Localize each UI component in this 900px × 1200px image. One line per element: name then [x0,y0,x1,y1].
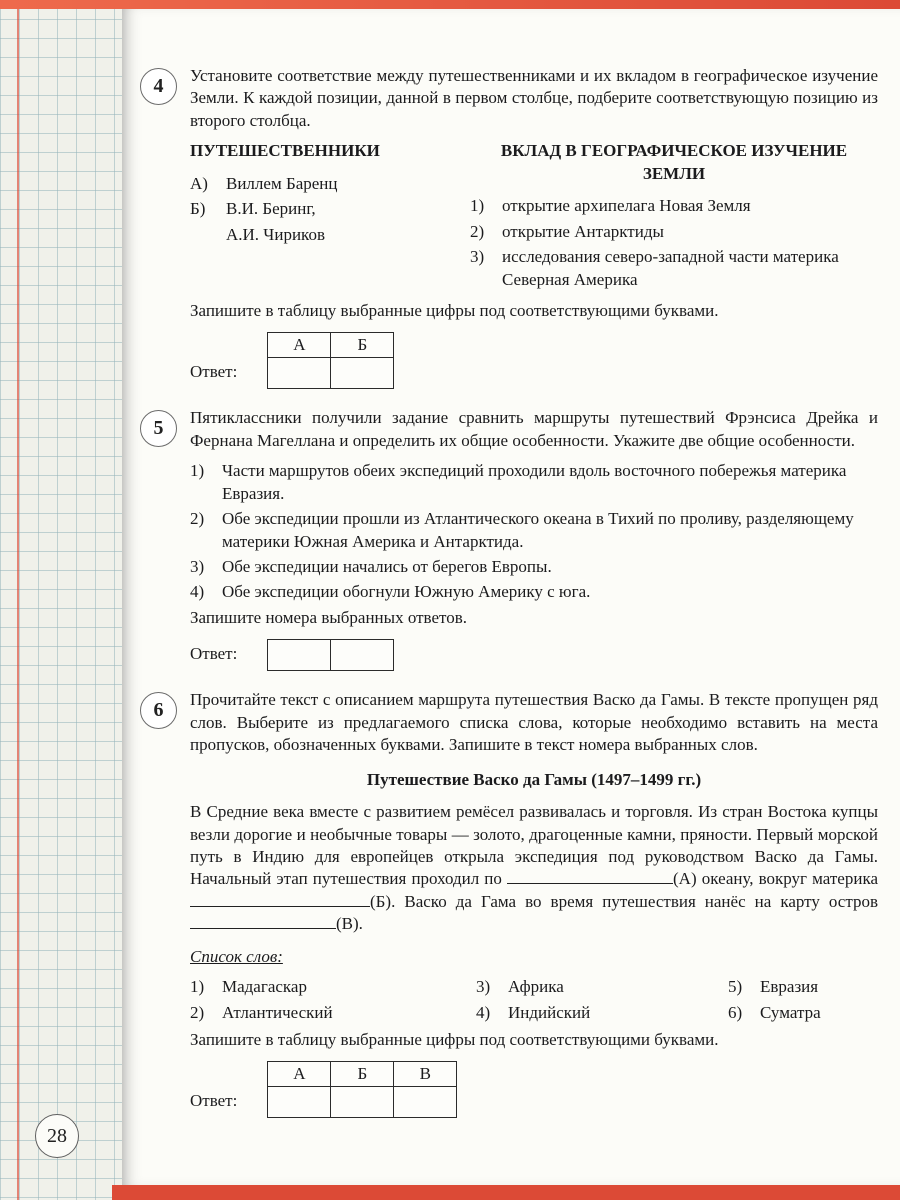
question-4-body [190,65,878,389]
answer-header-b: Б [331,333,394,358]
answer-table-q6 [267,1061,457,1118]
list-item: А) Виллем Баренц [190,173,338,193]
question-4-number: 4 [140,68,177,105]
answer-table-q4 [267,332,394,389]
gap-label-c: (В). [336,914,363,934]
list-item: 1) открытие архипелага Новая Земля [470,196,751,216]
contributions-header: ВКЛАД В ГЕОГРАФИЧЕСКОЕ ИЗУЧЕНИЕ ЗЕМЛИ [500,141,848,183]
answer-cell-2[interactable] [331,640,394,671]
answer-header-b: Б [331,1062,394,1087]
gap-label-a: (А) [673,869,697,889]
word-list-label: Список слов: [190,946,283,966]
answer-header-a: А [268,333,331,358]
list-item: Б) В.И. Беринг, [190,199,316,219]
question-6-instruction: Запишите в таблицу выбранные цифры под соответствующими буквами. [190,1030,719,1049]
question-4-number-column [134,65,190,389]
top-red-edge [0,0,900,9]
question-5 [134,407,878,671]
list-item: А.И. Чириков [226,224,325,244]
question-6-number: 6 [140,692,177,729]
contributions-column [458,140,878,294]
answer-header-a: А [268,1062,331,1087]
gap-blank-c [190,914,336,929]
word-item: 3) Африка [476,977,564,997]
word-list [190,976,878,1027]
word-column-2 [476,976,728,1027]
word-item: 5) Евразия [728,977,819,997]
question-4-answer [190,332,878,389]
answer-label: Ответ: [190,643,238,663]
answer-cell-a[interactable] [268,1087,331,1118]
matching-columns [190,140,878,294]
word-item: 2) Атлантический [190,1002,333,1022]
word-item: 6) Суматра [728,1002,821,1022]
word-column-3 [728,976,878,1027]
gap-text: В Средние века вместе с развитием ремёсел развивалась и торговля. Из стран Востока купцы везли дорогие и необычные товары — золото, драгоценные камни, пряности. Первый морской путь в Индию для европейцев открыла экспедиция под руководством Васко да Гамы. Начальный этап путешествия проходил по (А) океану, вокруг материка (Б). Васко да Гама во время путешествия нанёс на карту остров (В). [190,802,879,934]
question-5-intro: Пятиклассники получили задание сравнить маршруты путешествий Фрэнсиса Дрейка и Фернана Магеллана и определить их общие особенности. Укажите две общие особенности. [190,408,878,450]
travellers-column [190,140,458,294]
question-5-body [190,407,878,671]
gap-blank-a [507,869,673,884]
answer-cell-a[interactable] [268,358,331,389]
option-4: 4) Обе экспедиции обогнули Южную Америку с юга. [190,582,591,602]
option-1: 1) Части маршрутов обеих экспедиций проходили вдоль восточного побережья материка Евразия. [190,461,847,503]
question-5-number-column [134,407,190,671]
question-4 [134,65,878,389]
list-item: 3) исследования северо-западной части материка Северная Америка [470,247,839,289]
question-6-body [190,689,878,1118]
option-3: 3) Обе экспедиции начались от берегов Европы. [190,557,552,576]
travellers-header: ПУТЕШЕСТВЕННИКИ [190,141,380,161]
question-5-number: 5 [140,410,177,447]
option-2: 2) Обе экспедиции прошли из Атлантического океана в Тихий по проливу, разделяющему материки Южная Америка и Антарктида. [190,509,854,551]
question-6 [134,689,878,1118]
question-4-instruction: Запишите в таблицу выбранные цифры под соответствующими буквами. [190,300,719,320]
answer-cell-b[interactable] [331,1087,394,1118]
answer-cell-b[interactable] [331,358,394,389]
word-column-1 [190,976,476,1027]
answer-label: Ответ: [190,361,238,381]
page-number: 28 [35,1114,79,1158]
notebook-grid [0,0,122,1200]
question-5-answer [190,639,878,671]
answer-cell-1[interactable] [268,640,331,671]
gap-blank-b [190,892,370,907]
gap-label-b: (Б). [370,891,396,911]
question-6-answer [190,1061,878,1118]
answer-label: Ответ: [190,1091,238,1110]
text-title: Путешествие Васко да Гамы (1497–1499 гг.) [366,769,702,789]
answer-cell-v[interactable] [394,1087,457,1118]
question-4-intro: Установите соответствие между путешественниками и их вкладом в географическое изучение Земли. К каждой позиции, данной в первом столбце, подберите соответствующую позицию из второго столбца. [190,66,878,130]
bottom-red-edge [112,1185,900,1200]
answer-table-q5 [267,639,394,671]
word-item: 1) Мадагаскар [190,977,307,997]
list-item: 2) открытие Антарктиды [470,221,664,241]
answer-header-v: В [394,1062,457,1087]
question-6-intro: Прочитайте текст с описанием маршрута путешествия Васко да Гамы. В тексте пропущен ряд слов. Выберите из предлагаемого списка слова, которые необходимо вставить на места пропусков, обозначенных буквами. Запишите в текст номера выбранных слов. [190,690,878,755]
question-6-number-column [134,689,190,1118]
question-5-instruction: Запишите номера выбранных ответов. [190,607,467,627]
page-content [122,9,900,1185]
word-item: 4) Индийский [476,1002,591,1022]
